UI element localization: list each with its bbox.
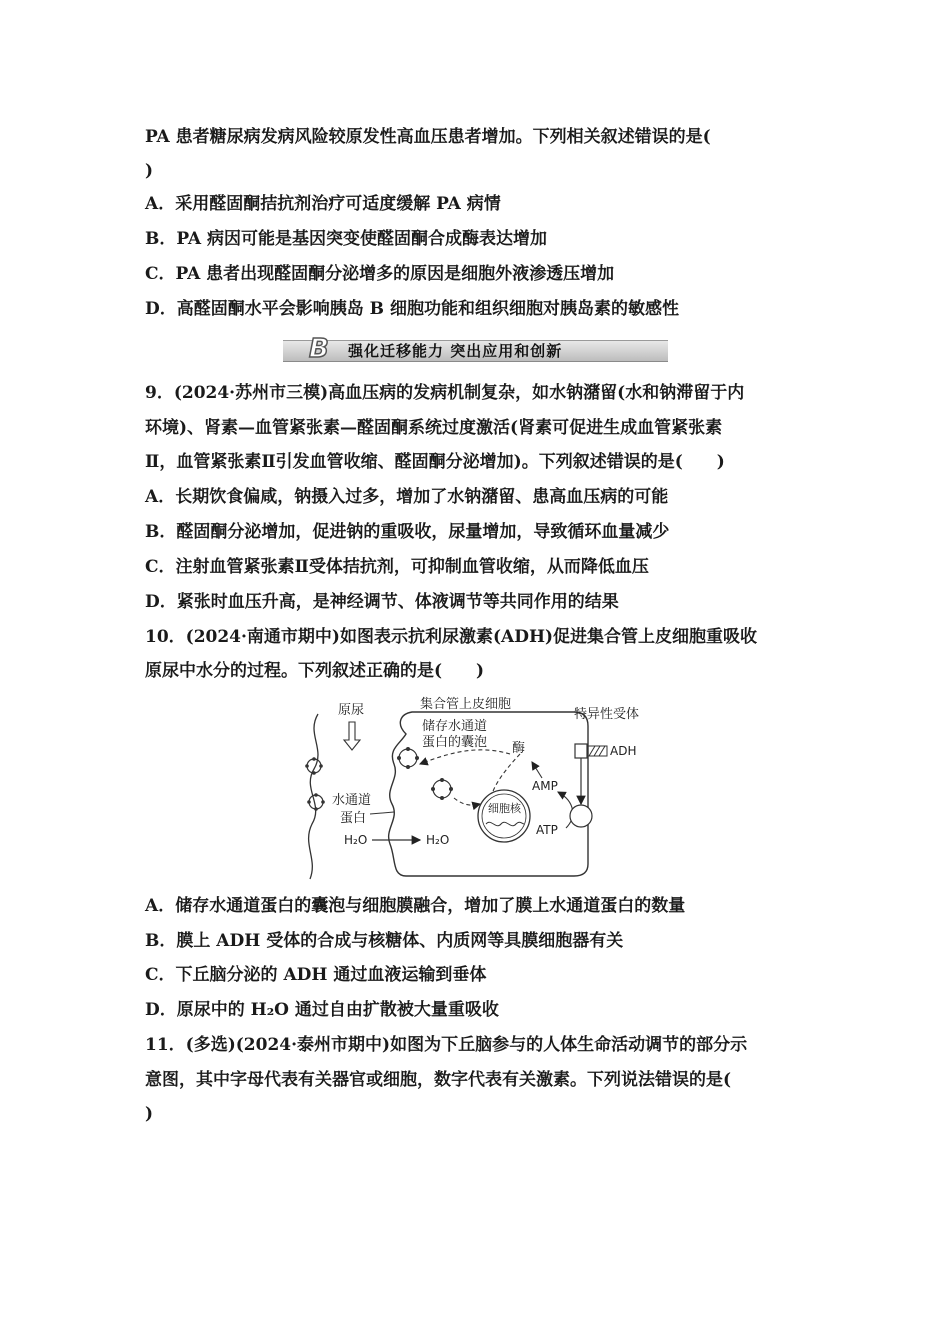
dashed-path-enzyme [420, 750, 510, 764]
q8-stem-line-2: ) [145, 161, 154, 181]
vesicle-icon [397, 747, 419, 769]
q9-option-a: A．长期饮食偏咸，钠摄入过多，增加了水钠潴留、患高血压病的可能 [145, 487, 669, 507]
q10-option-a: A．储存水通道蛋白的囊泡与细胞膜融合，增加了膜上水通道蛋白的数量 [145, 896, 686, 916]
membrane-aquaporin-icon [307, 793, 325, 811]
figure-label-atp: ATP [536, 823, 558, 837]
dashed-path-nucleus [492, 754, 520, 794]
q8-option-a: A．采用醛固酮拮抗剂治疗可适度缓解 PA 病情 [145, 194, 501, 214]
q8-stem-line-1: PA 患者糖尿病发病风险较原发性高血压患者增加。下列相关叙述错误的是( [145, 127, 711, 147]
q9-option-b: B．醛固酮分泌增加，促进钠的重吸收，尿量增加，导致循环血量减少 [145, 522, 670, 542]
q9-option-d: D．紧张时血压升高，是神经调节、体液调节等共同作用的结果 [145, 592, 619, 612]
q9-stem-line-2: 环境)、肾素—血管紧张素—醛固酮系统过度激活(肾素可促进生成血管紧张素 [145, 418, 723, 438]
q10-stem-line-2: 原尿中水分的过程。下列叙述正确的是( ) [145, 661, 485, 681]
adh-mechanism-figure [296, 694, 656, 884]
dashed-path-vesicle [454, 798, 480, 805]
figure-label-enzyme: 酶 [512, 741, 526, 756]
figure-label-receptor: 特异性受体 [574, 707, 640, 722]
q10-option-c: C．下丘脑分泌的 ADH 通过血液运输到垂体 [145, 965, 487, 985]
cell-outline [389, 712, 588, 876]
figure-label-amp: AMP [532, 779, 558, 793]
figure-label-aquaporin-1: 水通道 [332, 793, 372, 808]
arrow-amp-to-enzyme [532, 762, 542, 778]
figure-label-cell: 集合管上皮细胞 [420, 697, 512, 712]
figure-label-vesicle-2: 蛋白的囊泡 [422, 735, 488, 750]
section-banner [283, 334, 668, 364]
figure-label-h2o-left: H₂O [344, 833, 368, 847]
down-arrow-icon [344, 722, 360, 750]
q9-stem-line-1: 9．(2024·苏州市三模)高血压病的发病机制复杂，如水钠潴留(水和钠滞留于内 [145, 383, 745, 403]
q10-option-d: D．原尿中的 H₂O 通过自由扩散被大量重吸收 [145, 1000, 499, 1020]
q10-option-b: B．膜上 ADH 受体的合成与核糖体、内质网等具膜细胞器有关 [145, 931, 624, 951]
figure-label-nucleus: 细胞核 [488, 802, 521, 815]
figure-label-vesicle-1: 储存水通道 [422, 719, 488, 734]
banner-letter-b: B [309, 334, 329, 364]
receptor-icon [575, 744, 607, 758]
g-protein-circle [570, 805, 592, 827]
q9-stem-line-3: Ⅱ，血管紧张素Ⅱ引发血管收缩、醛固酮分泌增加)。下列叙述错误的是( ) [145, 452, 725, 472]
banner-title: 强化迁移能力 突出应用和创新 [348, 342, 563, 360]
nucleus-icon [478, 790, 530, 842]
q11-stem-line-3: ) [145, 1104, 154, 1124]
pointer-aquaporin [370, 812, 394, 814]
q9-option-c: C．注射血管紧张素Ⅱ受体拮抗剂，可抑制血管收缩，从而降低血压 [145, 557, 649, 577]
q8-option-d: D．高醛固酮水平会影响胰岛 B 细胞功能和组织细胞对胰岛素的敏感性 [145, 299, 679, 319]
figure-label-adh: ADH [610, 744, 637, 758]
q8-option-c: C．PA 患者出现醛固酮分泌增多的原因是细胞外液渗透压增加 [145, 264, 615, 284]
q11-stem-line-1: 11．(多选)(2024·泰州市期中)如图为下丘脑参与的人体生命活动调节的部分示 [145, 1035, 748, 1055]
vesicle-icon [431, 778, 453, 800]
q8-option-b: B．PA 病因可能是基因突变使醛固酮合成酶表达增加 [145, 229, 548, 249]
q11-stem-line-2: 意图，其中字母代表有关器官或细胞，数字代表有关激素。下列说法错误的是( [145, 1070, 732, 1090]
figure-label-urine: 原尿 [338, 703, 365, 718]
membrane-aquaporin-icon [305, 757, 323, 775]
figure-label-h2o-right: H₂O [426, 833, 450, 847]
q10-stem-line-1: 10．(2024·南通市期中)如图表示抗利尿激素(ADH)促进集合管上皮细胞重吸收 [145, 627, 758, 647]
arrow-atp-to-amp [558, 792, 573, 828]
figure-label-aquaporin-2: 蛋白 [340, 811, 367, 826]
